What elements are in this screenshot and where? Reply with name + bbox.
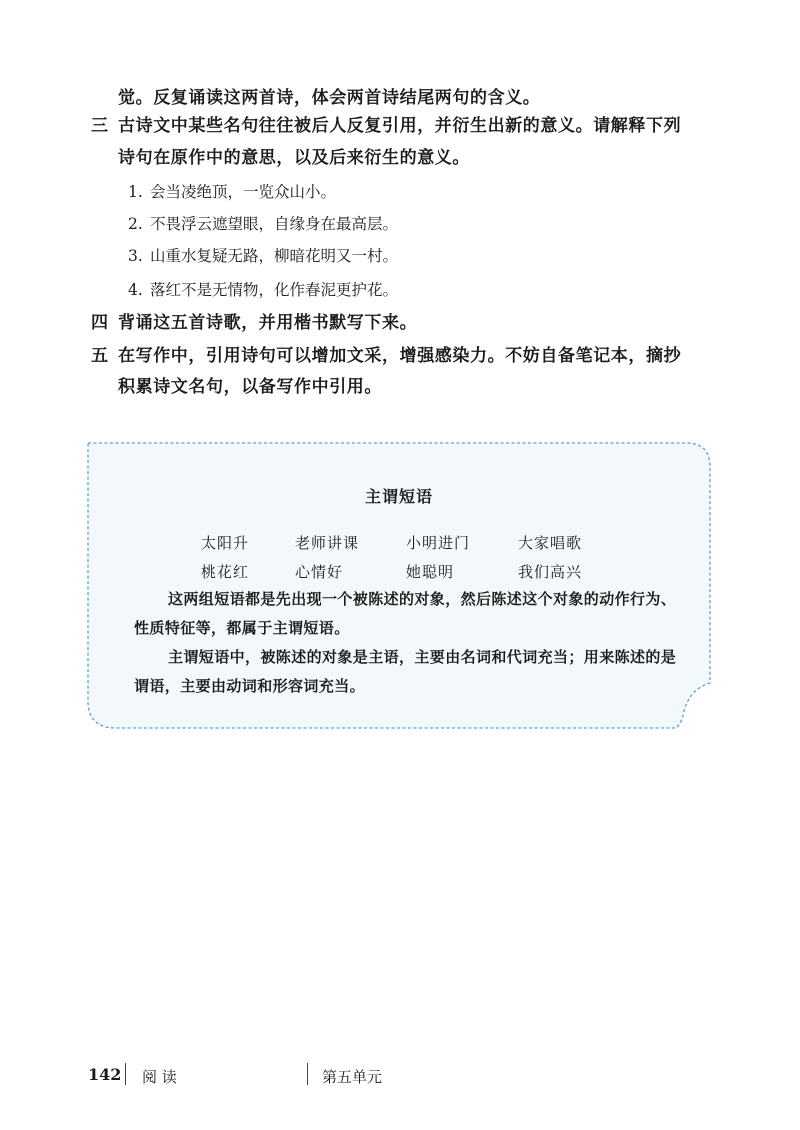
phrase-row1-1: 太阳升 [201,534,250,552]
poem-item-3-number: 3. [128,247,143,265]
knowledge-para-1-line-2: 性质特征等，都属于主谓短语。 [134,619,350,637]
phrase-row1-3: 小明进门 [406,534,471,552]
poem-item-2-number: 2. [128,215,143,233]
footer-unit: 第五单元 [322,1068,383,1086]
phrase-row2-2: 心情好 [295,563,344,581]
footer-separator-1 [125,1063,126,1085]
poem-item-1-number: 1. [128,183,143,201]
knowledge-para-2-line-1: 主谓短语中，被陈述的对象是主语，主要由名词和代词充当；用来陈述的是 [168,648,677,666]
knowledge-para-1-line-1: 这两组短语都是先出现一个被陈述的对象，然后陈述这个对象的动作行为、 [168,590,677,608]
knowledge-box [86,441,712,730]
poem-item-1 [128,181,336,203]
poem-item-4-text: 落红不是无情物，化作春泥更护花。 [150,281,399,299]
question-5-number: 五 [91,346,108,366]
phrase-row1-4: 大家唱歌 [518,534,583,552]
poem-item-2 [128,213,398,235]
question-5-line-1: 在写作中，引用诗句可以增加文采，增强感染力。不妨自备笔记本，摘抄 [118,346,682,366]
footer-separator-2 [307,1063,308,1085]
footer-section: 阅 读 [142,1068,177,1086]
poem-item-3 [128,245,398,267]
poem-item-4-number: 4. [128,281,143,299]
question-3-line-2: 诗句在原作中的意思，以及后来衍生的意义。 [118,148,470,168]
page-number: 142 [88,1065,122,1084]
phrase-row1-2: 老师讲课 [295,534,360,552]
phrase-row2-4: 我们高兴 [518,563,583,581]
phrase-row2-3: 她聪明 [406,563,455,581]
question-4-line-1: 背诵这五首诗歌，并用楷书默写下来。 [118,313,418,333]
phrase-row2-1: 桃花红 [201,563,250,581]
poem-item-2-text: 不畏浮云遮望眼，自缘身在最高层。 [150,215,399,233]
poem-item-1-text: 会当凌绝顶，一览众山小。 [150,183,337,201]
carry-over-line: 觉。反复诵读这两首诗，体会两首诗结尾两句的含义。 [118,88,541,108]
question-3-line-1: 古诗文中某些名句往往被后人反复引用，并衍生出新的意义。请解释下列 [118,116,682,136]
question-4-number: 四 [91,313,108,333]
question-3-number: 三 [91,116,108,136]
poem-item-4 [128,279,398,301]
poem-item-3-text: 山重水复疑无路，柳暗花明又一村。 [150,247,399,265]
knowledge-para-2-line-2: 谓语，主要由动词和形容词充当。 [134,677,366,695]
question-5-line-2: 积累诗文名句，以备写作中引用。 [118,377,382,397]
knowledge-box-title: 主谓短语 [364,487,433,506]
